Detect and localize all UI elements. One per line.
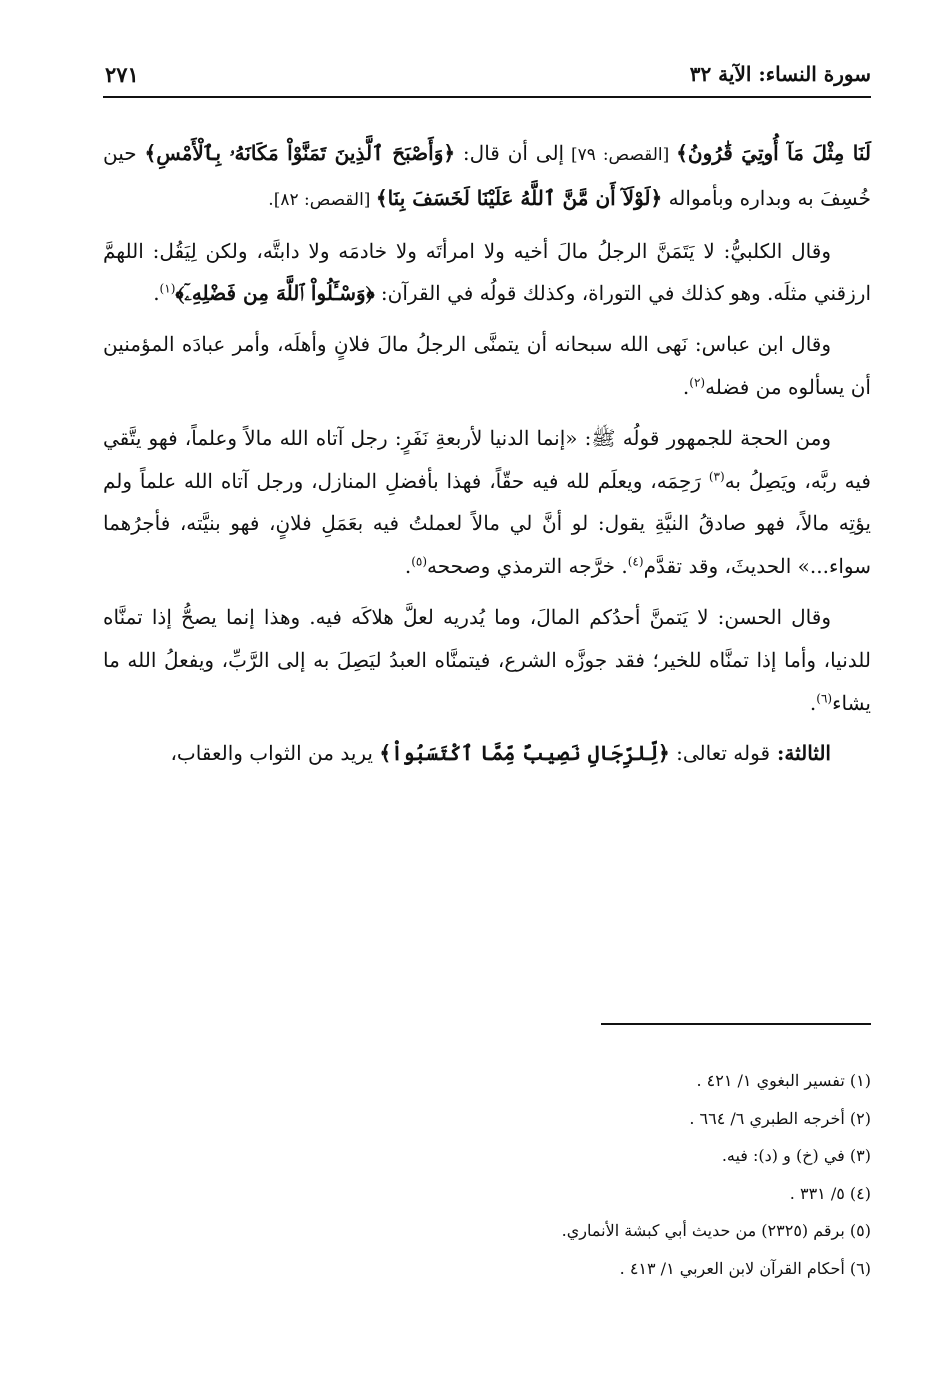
running-title: سورة النساء: الآية ٣٢	[689, 62, 871, 86]
quran-verse: ﴿لَوْلَآ أَن مَّنَّ ٱللَّهُ عَلَيْنَا لَخَسَفَ بِنَا﴾	[375, 185, 663, 210]
footnote-separator	[601, 1023, 871, 1025]
footnote-marker: (١)	[159, 281, 176, 296]
text-run: وقال الحسن: لا يَتمنَّ أحدُكم المالَ، وما يُدريه لعلَّ هلاكَه فيه. وهذا إنما يصحُّ إذا تمنَّاه للدنيا، وأما إذا تمنَّاه للخير؛ فقد جوزَّه الشرع، فيتمنَّاه العبدُ ليَصِلَ به إلى الرَّبِّ، ويفعلُ الله ما يشاء	[103, 604, 871, 715]
footnote-item: (٤) ٥/ ٣٣١ .	[789, 1183, 871, 1203]
footnotes	[103, 1062, 871, 1288]
page-header	[103, 58, 871, 98]
quran-verse: لَنَا مِثْلَ مَآ أُوتِيَ قَٰرُونُ﴾	[676, 141, 872, 165]
text-run: يريد من الثواب والعقاب،	[170, 741, 380, 766]
text-run: .	[153, 281, 160, 306]
page-number: ٢٧١	[105, 62, 139, 87]
footnote-marker: (٢)	[689, 375, 706, 390]
quran-verse: ﴿وَسْـَٔلُواْ ٱللَّهَ مِن فَضْلِهِۦٓ﴾	[175, 281, 375, 306]
text-run: ومن الحجة للجمهور قولُه ﷺ: «إنما الدنيا لأربعةِ نَفَرٍ: رجل آتاه الله مالاً وعلماً، فهو يتَّقي فيه ربَّه، ويَصِلُ به	[103, 425, 871, 493]
paragraph	[103, 230, 871, 316]
paragraph	[103, 417, 871, 588]
text-run: وقال الكلبيُّ: لا يَتَمَنَّ الرجلُ مالَ أخيه ولا امرأتَه ولا خادمَه ولا دابتَّه، ولكن لِيَقُل: اللهمَّ ارزقني مثلَه. وهو كذلك في التوراة، وكذلك قولُه في القرآن:	[103, 238, 871, 306]
paragraph	[103, 323, 871, 409]
text-run: .	[404, 554, 412, 579]
footnote-marker: (٣)	[708, 468, 725, 483]
text-run: . خرَّجه الترمذي وصححه	[427, 554, 628, 579]
paragraph	[103, 132, 871, 222]
footnote-item: (٥) برقم (٢٣٢٥) من حديث أبي كبشة الأنماري.	[561, 1221, 871, 1241]
footnote-item: (١) تفسير البغوي ١/ ٤٢١ .	[696, 1071, 871, 1090]
footnote-item: (٦) أحكام القرآن لابن العربي ١/ ٤١٣ .	[619, 1258, 871, 1278]
section-heading: الثالثة:	[770, 741, 831, 766]
footnote-item: (٢) أخرجه الطبري ٦/ ٦٦٤ .	[689, 1108, 871, 1128]
text-run: .	[809, 690, 817, 715]
quran-verse: ﴿وَأَصْبَحَ ٱلَّذِينَ تَمَنَّوْاْ مَكَانَهُۥ بِٱلْأَمْسِ﴾	[144, 141, 456, 165]
paragraph	[103, 596, 871, 724]
quran-verse: ﴿لِّلرِّجَالِ نَصِيبٌ مِّمَّا ٱكْتَسَبُواْ﴾	[379, 741, 670, 766]
text-run: حين خُسِفَ به وبداره وبأمواله	[103, 141, 871, 210]
text-run: وقال ابن عباس: نَهى الله سبحانه أن يتمنَّى الرجلُ مالَ فلانٍ وأهلَه، وأمر عبادَه المؤمنين أن يسألوه من فضله	[103, 332, 871, 399]
text-run: رَحِمَه، ويعلَم لله فيه حقّاً، فهذا بأفضلِ المنازل، ورجل آتاه الله علماً ولم يؤتِه مالاً، فهو صادقُ النيَّةِ يقول: لو أنَّ لي مالاً لعملتُ فيه بعَمَلِ فلانٍ، فهو بنيَّته، فأجرُهما سواء...» الحديثَ، وقد تقدَّم	[103, 468, 871, 579]
text-run: قوله تعالى:	[669, 741, 771, 766]
footnote-item: (٣) في (خ) و (د): فيه.	[721, 1146, 871, 1166]
paragraph	[103, 732, 871, 775]
verse-reference: [القصص: ٧٩]	[564, 145, 677, 165]
footnote-marker: (٦)	[816, 690, 833, 705]
footnote-marker: (٤)	[627, 554, 644, 569]
header-rule	[103, 96, 871, 98]
text-run: إلى أن قال:	[455, 141, 565, 165]
text-run: .	[682, 374, 690, 399]
footnote-marker: (٥)	[411, 554, 428, 569]
main-text	[103, 132, 871, 783]
verse-reference: [القصص: ٨٢].	[268, 189, 376, 210]
